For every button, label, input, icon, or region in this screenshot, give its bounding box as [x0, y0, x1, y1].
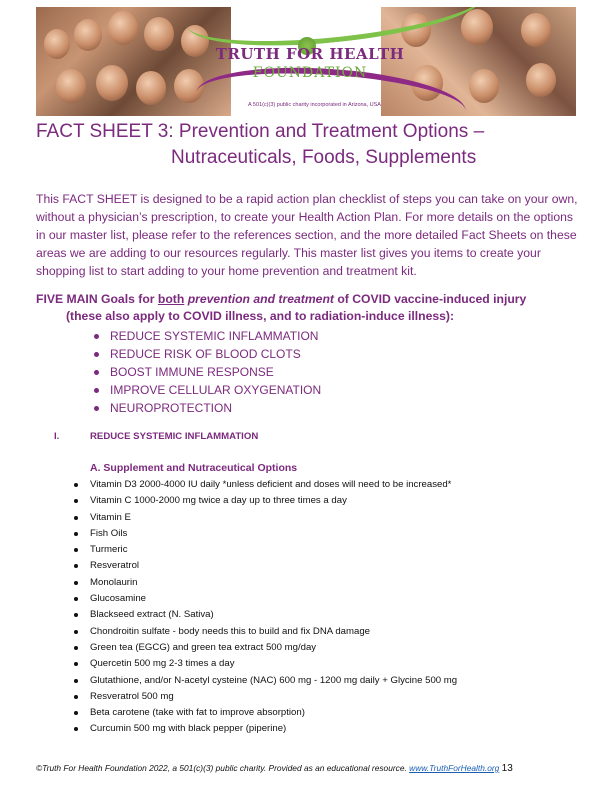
list-item: Green tea (EGCG) and green tea extract 500 mg/day [72, 640, 457, 656]
list-item: Vitamin C 1000-2000 mg twice a day up to three times a day [72, 493, 457, 509]
list-item: Glucosamine [72, 591, 457, 607]
list-item: Blackseed extract (N. Sativa) [72, 607, 457, 623]
list-item: Vitamin D3 2000-4000 IU daily *unless deficient and doses will need to be increased* [72, 477, 457, 493]
logo-tagline: A 501(c)(3) public charity incorporated in Arizona, USA [248, 102, 381, 108]
goals-both: both [157, 292, 185, 306]
header-banner [36, 7, 576, 116]
page-title-line-1: FACT SHEET 3: Prevention and Treatment Options – [36, 121, 485, 142]
list-item: Fish Oils [72, 526, 457, 542]
goals-list [92, 327, 321, 417]
list-item: Resveratrol 500 mg [72, 689, 457, 705]
list-item: NEUROPROTECTION [92, 399, 321, 417]
supplement-list [72, 477, 457, 738]
goals-lead: FIVE MAIN Goals for [36, 292, 158, 306]
list-item: Glutathione, and/or N-acetyl cysteine (NAC) 600 mg - 1200 mg daily + Glycine 500 mg [72, 673, 457, 689]
list-item: Resveratrol [72, 558, 457, 574]
logo-subtitle: FOUNDATION [252, 65, 368, 81]
goals-heading [36, 291, 580, 325]
list-item: REDUCE SYSTEMIC INFLAMMATION [92, 327, 321, 345]
footer-text: ©Truth For Health Foundation 2022, a 501(c)(3) public charity. Provided as an educational resource. [36, 763, 410, 773]
list-item: Quercetin 500 mg 2-3 times a day [72, 656, 457, 672]
list-item: REDUCE RISK OF BLOOD CLOTS [92, 345, 321, 363]
list-item: Curcumin 500 mg with black pepper (piperine) [72, 721, 457, 737]
page-number: 13 [501, 763, 513, 774]
page-title-line-2: Nutraceuticals, Foods, Supplements [171, 147, 477, 168]
goals-emphasis: prevention and treatment [187, 292, 334, 306]
list-item: IMPROVE CELLULAR OXYGENATION [92, 381, 321, 399]
page-footer [36, 763, 513, 774]
list-item: Beta carotene (take with fat to improve absorption) [72, 705, 457, 721]
intro-paragraph: This FACT SHEET is designed to be a rapid action plan checklist of steps you can take on your own, without a physician’s prescription, to create your Health Action Plan. For more details on the options in our master list, please refer to the references section, and the more detailed Fact Sheets on these areas we are adding to our resources regularly. This master list gives you items to create your shopping list to start adding to your home prevention and treatment kit. [36, 192, 578, 278]
goals-tail: of COVID vaccine-induced injury [333, 292, 527, 306]
subsection-heading: A. Supplement and Nutraceutical Options [90, 462, 298, 474]
list-item: Vitamin E [72, 510, 457, 526]
list-item: Monolaurin [72, 575, 457, 591]
list-item: Turmeric [72, 542, 457, 558]
section-title: REDUCE SYSTEMIC INFLAMMATION [90, 431, 259, 442]
goals-subheading: (these also apply to COVID illness, and to radiation-induce illness): [66, 309, 455, 323]
list-item: BOOST IMMUNE RESPONSE [92, 363, 321, 381]
logo-title: TRUTH FOR HEALTH [215, 45, 405, 63]
section-heading [54, 431, 258, 442]
section-number: I. [54, 431, 60, 442]
list-item: Chondroitin sulfate - body needs this to build and fix DNA damage [72, 624, 457, 640]
footer-website-link[interactable]: www.TruthForHealth.org [409, 763, 500, 773]
